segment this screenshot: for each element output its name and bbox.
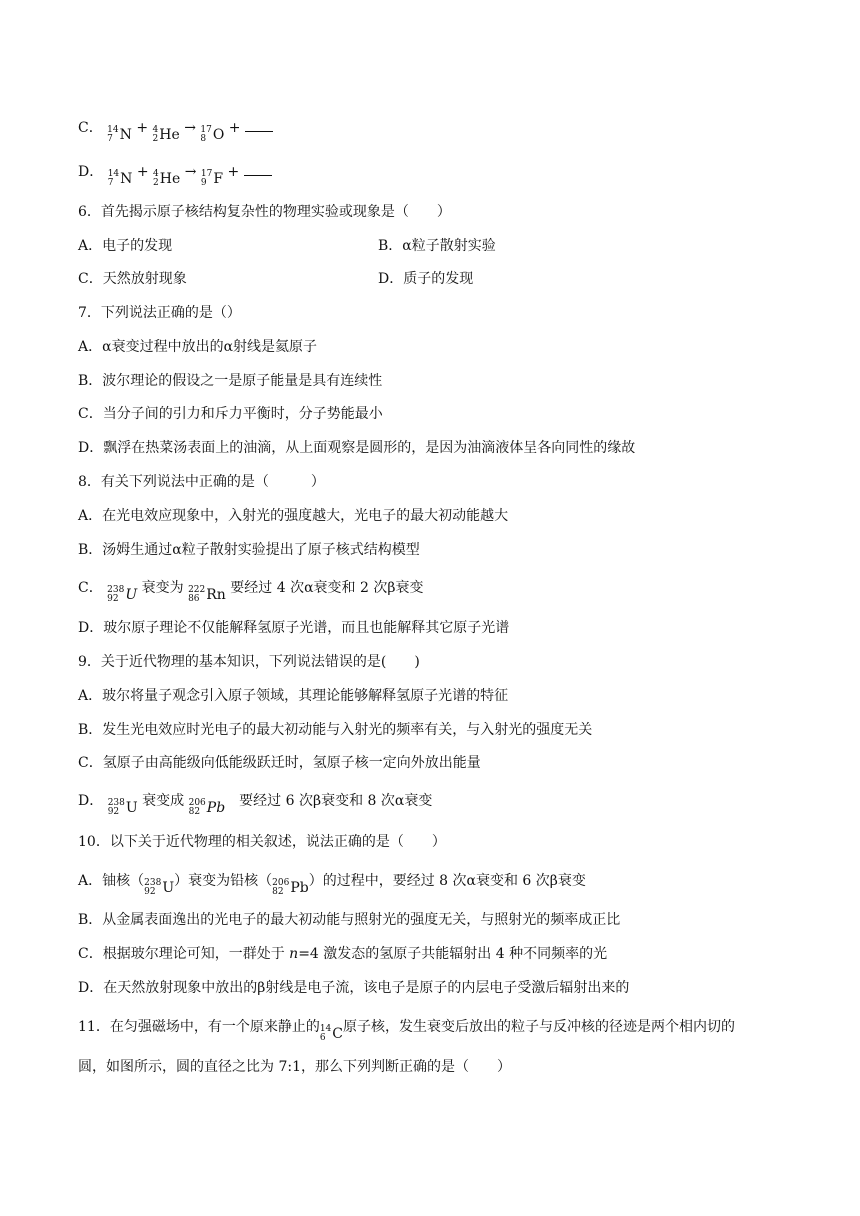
q10-option-b: B．从金属表面逸出的光电子的最大初动能与照射光的强度无关，与照射光的频率成正比 <box>78 912 621 928</box>
q8-option-d: D．玻尔原子理论不仅能解释氢原子光谱，而且也能解释其它原子光谱 <box>78 620 510 636</box>
q6-option-d: D．质子的发现 <box>378 271 474 287</box>
q7-option-b: B．波尔理论的假设之一是原子能量是具有连续性 <box>78 373 383 389</box>
q6-option-c: C．天然放射现象 <box>78 271 187 287</box>
option-letter: C． <box>78 120 103 136</box>
q5-option-d: D． 14 7 N + 4 2 He → 17 9 F + <box>78 162 272 182</box>
q10-stem: 10．以下关于近代物理的相关叙述，说法正确的是（ ） <box>78 834 446 850</box>
q9-option-b: B．发生光电效应时光电子的最大初动能与入射光的频率有关，与入射光的强度无关 <box>78 722 593 738</box>
q7-stem: 7．下列说法正确的是（） <box>78 305 241 321</box>
q7-option-a: A．α衰变过程中放出的α射线是氦原子 <box>78 339 318 355</box>
nuclide-u238: 238 92 U <box>107 585 138 604</box>
option-letter: D． <box>78 164 104 180</box>
reaction-arrow: → <box>184 164 197 180</box>
answer-blank <box>244 163 272 176</box>
q9-option-c: C．氢原子由高能级向低能级跃迁时，氢原子核一定向外放出能量 <box>78 755 481 771</box>
nuclide-c14: 14 6 C <box>319 1024 343 1043</box>
q8-option-c: C． 238 92 U 衰变为 222 86 Rn 要经过 4 次α衰变和 2 次β衰变 <box>78 580 424 604</box>
q9-option-a: A．玻尔将量子观念引入原子领域，其理论能够解释氢原子光谱的特征 <box>78 688 509 704</box>
nuclide-n14: 14 7 N <box>107 169 133 188</box>
reaction-arrow: → <box>184 120 196 136</box>
q6-stem: 6．首先揭示原子核结构复杂性的物理实验或现象是（ ） <box>78 204 451 220</box>
q11-stem-line2: 圆，如图所示，圆的直径之比为 7:1，那么下列判断正确的是（ ） <box>78 1059 511 1075</box>
q8-option-b: B．汤姆生通过α粒子散射实验提出了原子核式结构模型 <box>78 542 420 558</box>
q6-option-b: B．α粒子散射实验 <box>378 238 496 254</box>
nuclide-he4: 4 2 He <box>152 125 180 144</box>
nuclide-n14: 14 7 N <box>107 125 132 144</box>
q9-stem: 9．关于近代物理的基本知识，下列说法错误的是( ) <box>78 654 420 670</box>
q9-option-d: D． 238 92 U 衰变成 206 82 Pb 要经过 6 次β衰变和 8 次α衰变 <box>78 793 433 817</box>
nuclide-o17: 17 8 O <box>200 125 225 144</box>
nuclide-he4: 4 2 He <box>153 169 181 188</box>
q6-option-a: A．电子的发现 <box>78 238 173 254</box>
q7-option-d: D．飘浮在热菜汤表面上的油滴，从上面观察是圆形的，是因为油滴液体呈各向同性的缘故 <box>78 440 636 456</box>
nuclide-u238: 238 92 U <box>107 798 138 817</box>
q11-stem-line1: 11．在匀强磁场中，有一个原来静止的 14 6 C 原子核，发生衰变后放出的粒子与反冲核的径迹是两个相内切的 <box>78 1019 735 1043</box>
q10-option-a: A．铀核（ 238 92 U ）衰变为铅核（ 206 82 Pb ）的过程中，要经过 8 次α衰变和 6 次β衰变 <box>78 873 586 897</box>
q10-option-d: D．在天然放射现象中放出的β射线是电子流，该电子是原子的内层电子受激后辐射出来的 <box>78 980 630 996</box>
answer-blank <box>245 119 273 132</box>
q8-stem: 8．有关下列说法中正确的是（ ） <box>78 474 325 490</box>
q10-option-c: C．根据玻尔理论可知，一群处于 n=4 激发态的氢原子共能辐射出 4 种不同频率的光 <box>78 946 608 962</box>
nuclide-pb206: 206 82 Pb <box>272 878 309 897</box>
nuclide-pb206: 206 82 Pb <box>188 798 226 817</box>
nuclide-f17: 17 9 F <box>200 169 224 188</box>
q8-option-a: A．在光电效应现象中，入射光的强度越大，光电子的最大初动能越大 <box>78 508 509 524</box>
nuclide-u238: 238 92 U <box>144 878 175 897</box>
q5-option-c: C． 14 7 N + 4 2 He → 17 8 O + <box>78 118 273 138</box>
nuclide-rn222: 222 86 Rn <box>188 585 226 604</box>
q7-option-c: C．当分子间的引力和斥力平衡时，分子势能最小 <box>78 406 383 422</box>
